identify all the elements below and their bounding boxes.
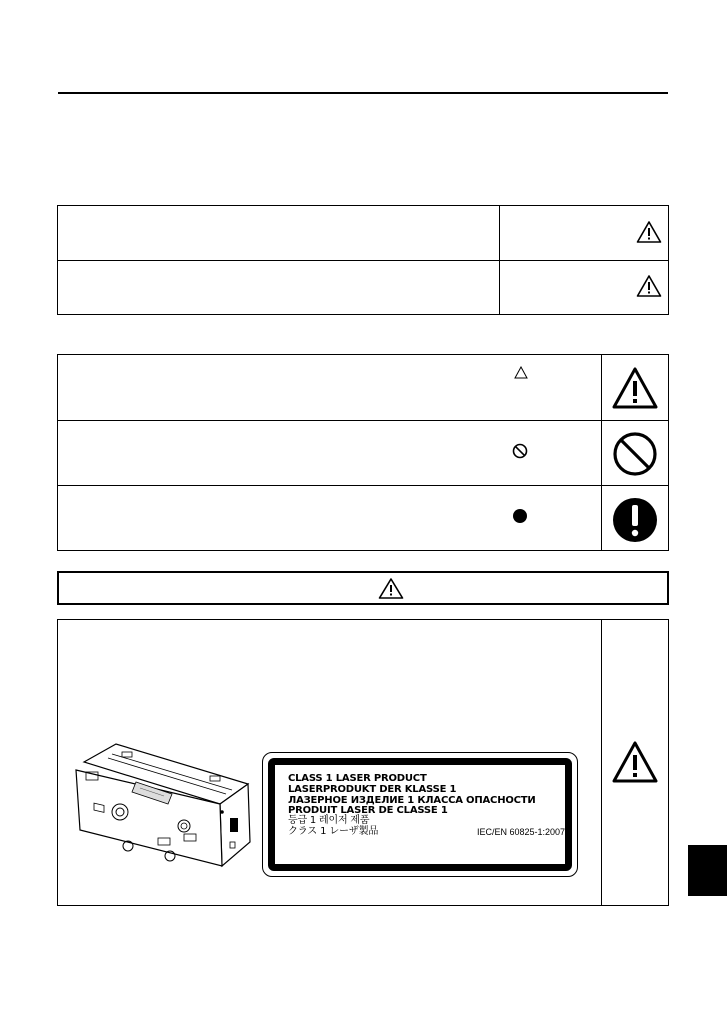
laser-label-line: クラス 1 レーザ製品 xyxy=(288,826,379,837)
laser-label-standard: IEC/EN 60825-1:2007 xyxy=(477,827,566,837)
caution-icon xyxy=(636,274,662,298)
hazard-level-table xyxy=(57,205,669,315)
laser-label-line: ЛАЗЕРНОЕ ИЗДЕЛИЕ 1 КЛАССА ОПАСНОСТИ xyxy=(288,795,536,806)
warning-triangle-icon xyxy=(611,366,659,410)
table-divider xyxy=(58,420,668,421)
section-tab xyxy=(688,845,727,896)
warning-header-bar xyxy=(57,571,669,605)
table-column-divider xyxy=(601,620,602,905)
header-rule xyxy=(58,92,668,94)
laser-label-line: CLASS 1 LASER PRODUCT xyxy=(288,773,427,784)
symbol-legend-table xyxy=(57,354,669,551)
device-illustration xyxy=(72,742,252,870)
laser-label-line: LASERPRODUKT DER KLASSE 1 xyxy=(288,784,457,795)
laser-label-line: 등급 1 레이저 제품 xyxy=(288,815,370,826)
warning-icon xyxy=(636,220,662,244)
table-divider xyxy=(58,260,668,261)
warning-icon xyxy=(378,577,404,600)
table-column-divider xyxy=(601,355,602,550)
small-warning-triangle-icon xyxy=(514,366,528,379)
small-mandatory-dot-icon xyxy=(512,508,528,524)
prohibited-circle-icon xyxy=(612,431,658,477)
small-prohibited-icon xyxy=(512,443,528,459)
table-divider xyxy=(58,485,668,486)
warning-triangle-icon xyxy=(611,740,659,784)
table-column-divider xyxy=(499,206,500,314)
mandatory-exclamation-icon xyxy=(612,497,658,543)
laser-label-line: PRODUIT LASER DE CLASSE 1 xyxy=(288,805,448,816)
